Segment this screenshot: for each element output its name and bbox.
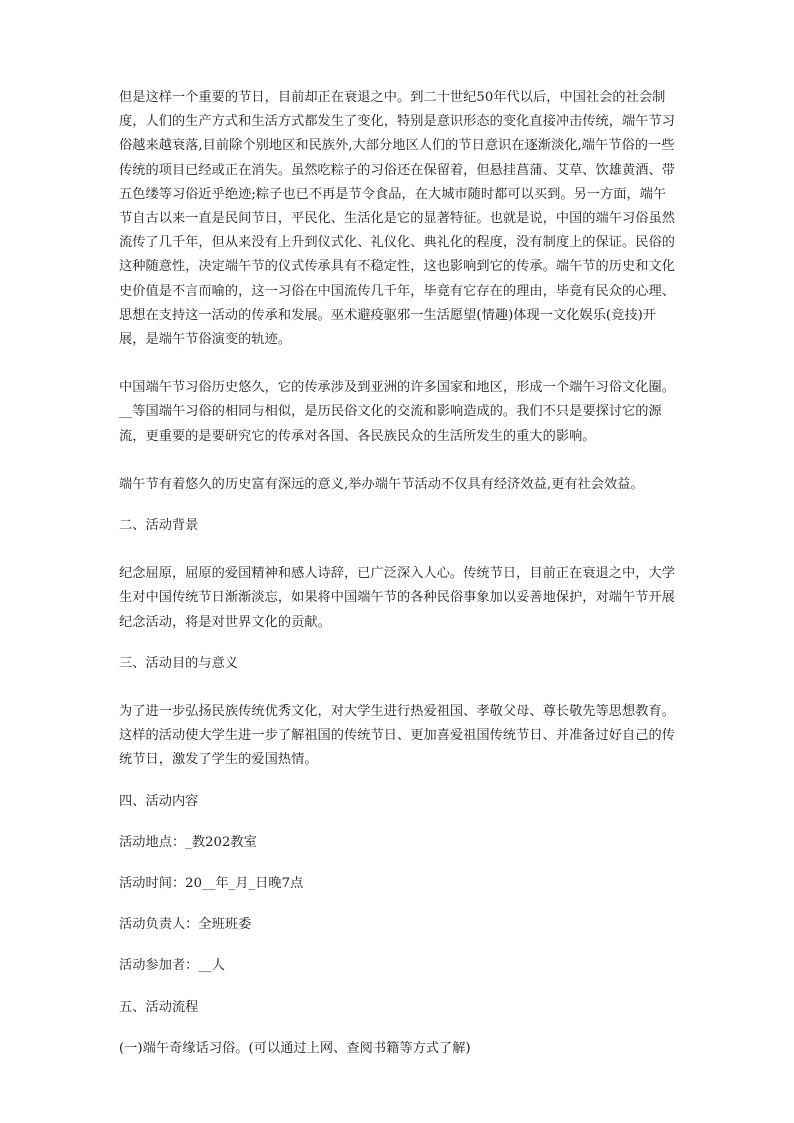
- paragraph-culture-circle: 中国端午节习俗历史悠久，它的传承涉及到亚洲的许多国家和地区，形成一个端午习俗文化圈。__等国端午习俗的相同与相似，是历民俗文化的交流和影响造成的。我们不只是要探讨它的源流，更重要的是要研究它的传承对各国、各民族民众的生活所发生的重大的影响。: [119, 380, 675, 444]
- paragraph-background: 纪念屈原，屈原的爱国精神和感人诗辞，已广泛深入人心。传统节日，目前正在衰退之中，大学生对中国传统节日渐渐淡忘，如果将中国端午节的各种民俗事象加以妥善地保护，对端午节开展纪念活动，将是对世界文化的贡献。: [119, 566, 675, 630]
- paragraph-purpose: 为了进一步弘扬民族传统优秀文化，对大学生进行热爱祖国、孝敬父母、尊长敬先等思想教育。这样的活动使大学生进一步了解祖国的传统节日、更加喜爱祖国传统节日、并准备过好自己的传统节日，激发了学生的爱国热情。: [119, 704, 675, 768]
- activity-time: 活动时间：20__年_月_日晚7点: [119, 876, 304, 892]
- paragraph-significance: 端午节有着悠久的历史富有深远的意义,举办端午节活动不仅具有经济效益,更有社会效益。: [119, 476, 644, 492]
- section-heading-background: 二、活动背景: [119, 518, 199, 534]
- section-heading-purpose: 三、活动目的与意义: [119, 655, 239, 671]
- section-heading-content: 四、活动内容: [119, 793, 199, 809]
- paragraph-decline: 但是这样一个重要的节日，目前却正在衰退之中。到二十世纪50年代以后，中国社会的社会制度，人们的生产方式和生活方式都发生了变化，特别是意识形态的变化直接冲击传统，端午节习俗越来越衰落,目前除个别地区和民族外,大部分地区人们的节日意识在逐渐淡化,端午节俗的一些传统的项目已经或正在消失。虽然吃粽子的习俗还在保留着，但悬挂菖蒲、艾草、饮雄黄酒、带五色缕等习俗近乎绝迹;粽子也已不再是节令食品，在大城市随时都可以买到。另一方面，端午节自古以来一直是民间节日，平民化、生活化是它的显著特征。也就是说，中国的端午习俗虽然流传了几千年，但从来没有上升到仪式化、礼仪化、典礼化的程度，没有制度上的保证。民俗的这种随意性，决定端午节的仪式传承具有不稳定性，这也影响到它的传承。端午节的历史和文化史价值是不言而喻的，这一习俗在中国流传几千年，毕竟有它存在的理由，毕竟有民众的心理、思想在支持这一活动的传承和发展。巫术避疫驱邪一生活愿望(情趣)体现一文化娱乐(竞技)开展，是端午节俗演变的轨迹。: [119, 90, 675, 348]
- process-item-1: (一)端午奇缘话习俗。(可以通过上网、查阅书籍等方式了解): [119, 1040, 471, 1056]
- activity-participants: 活动参加者：__人: [119, 958, 225, 974]
- section-heading-process: 五、活动流程: [119, 999, 199, 1015]
- document-body: [119, 86, 677, 1061]
- activity-leader: 活动负责人：全班班委: [119, 917, 252, 933]
- activity-location: 活动地点：_教202教室: [119, 834, 257, 850]
